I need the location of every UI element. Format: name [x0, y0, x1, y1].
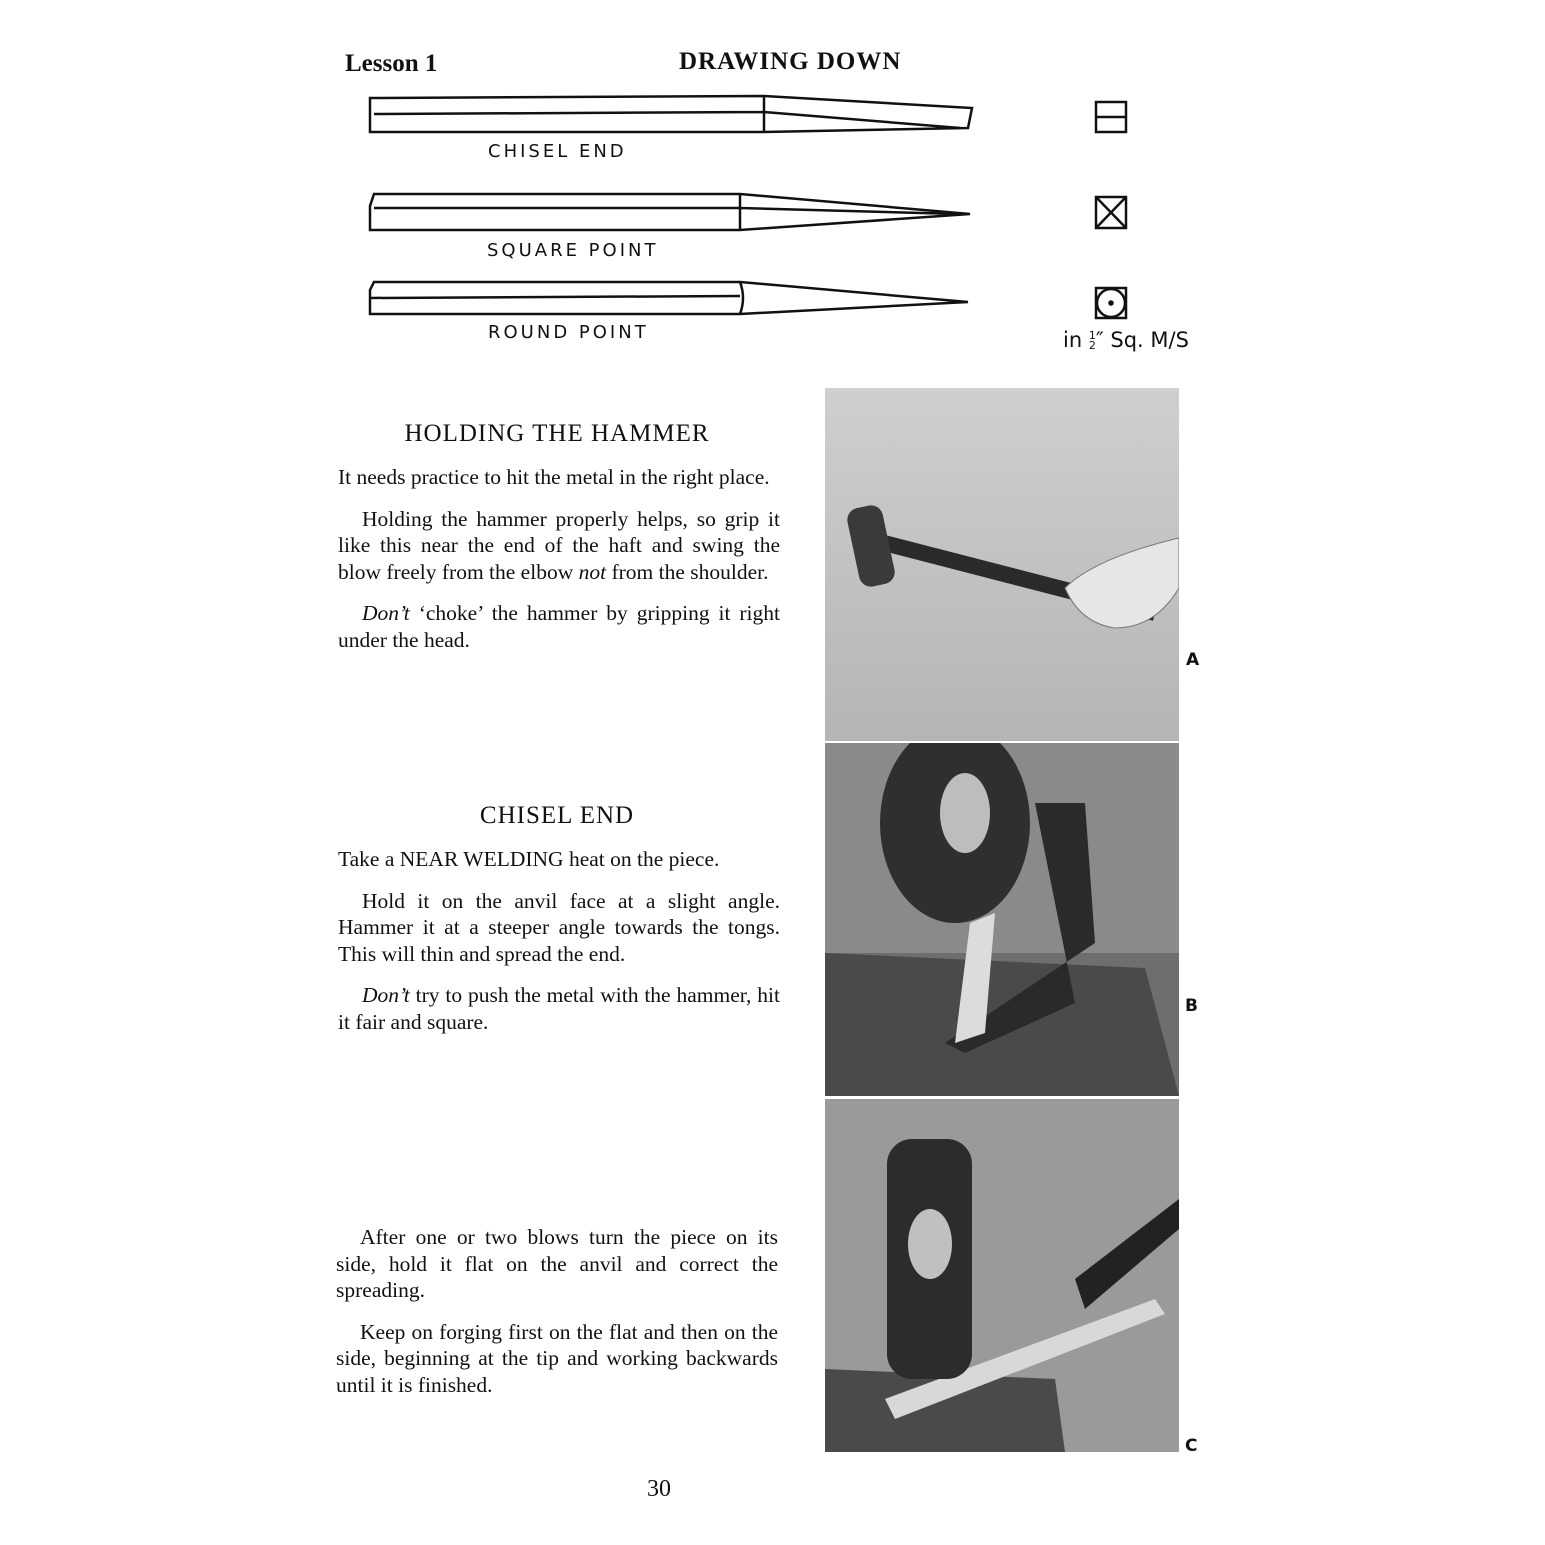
square-cross-icon — [1096, 197, 1126, 228]
photo-b-chisel-end — [825, 743, 1179, 1096]
section-heading-holding: HOLDING THE HAMMER — [404, 420, 710, 447]
photo-label-b: B — [1185, 996, 1198, 1016]
paragraph: It needs practice to hit the metal in the right place. — [338, 465, 770, 489]
material-suffix: ″ Sq. M/S — [1095, 328, 1189, 352]
text: Holding the hammer properly helps, so grip it like this near the end of the haft and swing the blow freely from the elbow — [338, 506, 780, 584]
text: ‘choke’ the hammer by gripping it right under the head. — [338, 601, 780, 652]
rectangle-split-icon — [1096, 102, 1126, 132]
page-number: 30 — [647, 1476, 671, 1502]
bar-diagrams — [360, 90, 990, 330]
section-finish-text — [336, 1224, 778, 1413]
photo-a-hammer-grip — [825, 388, 1179, 741]
paragraph: Hold it on the anvil face at a slight angle. Hammer it at a steeper angle towards the tongs. This will thin and spread the end. — [338, 888, 780, 966]
fraction — [1089, 331, 1096, 351]
text: from the shoulder. — [606, 559, 769, 584]
fraction-den: 2 — [1088, 339, 1096, 352]
material-note — [1063, 328, 1189, 352]
section-heading-chisel: CHISEL END — [479, 802, 635, 829]
emphasis: Don’t — [362, 601, 410, 625]
chisel-end-label: CHISEL END — [488, 141, 627, 162]
lesson-label: Lesson 1 — [345, 50, 438, 77]
paragraph: Keep on forging first on the flat and then on the side, beginning at the tip and working backwards until it is finished. — [336, 1319, 778, 1397]
emphasis: not — [578, 559, 607, 584]
square-point-label: SQUARE POINT — [487, 240, 659, 261]
photo-label-a: A — [1186, 650, 1200, 670]
page-title: DRAWING DOWN — [679, 48, 902, 75]
fraction-num: 1 — [1088, 329, 1096, 342]
photo-c-correcting-spread — [825, 1099, 1179, 1452]
paragraph — [338, 600, 780, 653]
photo-label-c: C — [1185, 1436, 1198, 1456]
material-prefix: in — [1063, 328, 1083, 352]
square-circle-icon — [1096, 288, 1126, 318]
text: try to push the metal with the hammer, hit it fair and square. — [338, 983, 780, 1034]
section-holding-text — [338, 464, 780, 668]
paragraph — [338, 982, 780, 1035]
section-chisel-text — [338, 846, 780, 1050]
round-point-drawing — [370, 282, 968, 314]
square-point-drawing — [370, 194, 970, 230]
round-point-label: ROUND POINT — [488, 322, 649, 343]
paragraph: After one or two blows turn the piece on its side, hold it flat on the anvil and correct the spreading. — [336, 1225, 778, 1302]
cross-section-icons — [1092, 100, 1132, 330]
chisel-end-drawing — [370, 96, 972, 132]
emphasis: Don’t — [362, 983, 410, 1007]
paragraph: Take a NEAR WELDING heat on the piece. — [338, 847, 720, 871]
paragraph — [338, 506, 780, 586]
